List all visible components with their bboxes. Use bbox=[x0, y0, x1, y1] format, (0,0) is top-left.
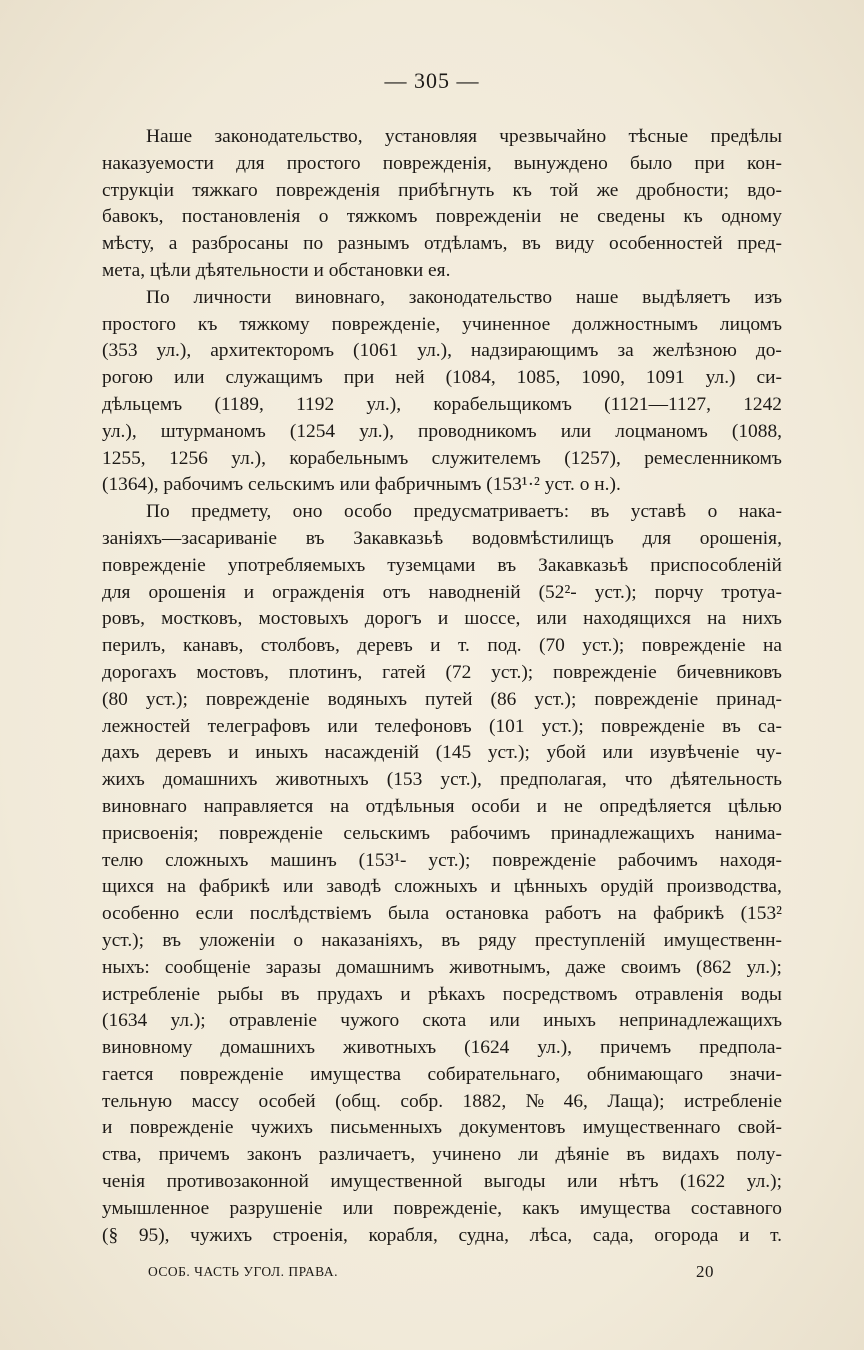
text-line: телю сложныхъ машинъ (153¹- уст.); поврежденіе рабочимъ находя- bbox=[102, 849, 782, 871]
text-line: (353 ул.), архитекторомъ (1061 ул.), надзирающимъ за желѣзною до- bbox=[102, 340, 782, 362]
signature-mark: ОСОБ. ЧАСТЬ УГОЛ. ПРАВА. bbox=[148, 1264, 338, 1279]
text-line: наказуемости для простого поврежденія, вынуждено было при кон- bbox=[102, 152, 782, 174]
text-line: простого къ тяжкому поврежденіе, учиненное должностнымъ лицомъ bbox=[102, 313, 782, 335]
text-line: (80 уст.); поврежденіе водяныхъ путей (86 уст.); поврежденіе принад- bbox=[102, 688, 782, 710]
sheet-number: 20 bbox=[696, 1262, 714, 1281]
text-line: щихся на фабрикѣ или заводѣ сложныхъ и цѣнныхъ орудій производства, bbox=[102, 876, 782, 898]
text-line: струкціи тяжкаго поврежденія прибѣгнуть къ той же дробности; вдо- bbox=[102, 179, 782, 201]
text-line: особенно если послѣдствіемъ была остановка работъ на фабрикѣ (153² bbox=[102, 903, 782, 925]
text-line: присвоенія; поврежденіе сельскимъ рабочимъ принадлежащихъ нанима- bbox=[102, 822, 782, 844]
text-line: ныхъ: сообщеніе заразы домашнимъ животнымъ, даже своимъ (862 ул.); bbox=[102, 956, 782, 978]
body-text bbox=[102, 124, 782, 1249]
text-line: тельную массу особей (общ. собр. 1882, № 46, Лаща); истребленіе bbox=[102, 1090, 782, 1112]
text-line: умышленное разрушеніе или поврежденіе, какъ имущества составного bbox=[102, 1197, 782, 1219]
text-line: (§ 95), чужихъ строенія, корабля, судна, лѣса, сада, огорода и т. bbox=[102, 1224, 782, 1246]
text-line: истребленіе рыбы въ прудахъ и рѣкахъ посредствомъ отравленія воды bbox=[102, 983, 782, 1005]
text-line: 1255, 1256 ул.), корабельнымъ служителемъ (1257), ремесленникомъ bbox=[102, 447, 782, 469]
text-line: рогою или служащимъ при ней (1084, 1085, 1090, 1091 ул.) си- bbox=[102, 367, 782, 389]
text-line: ровъ, мостковъ, мостовыхъ дорогъ и шоссе, или находящихся на нихъ bbox=[102, 608, 782, 630]
text-line: лежностей телеграфовъ или телефоновъ (101 уст.); поврежденіе въ са- bbox=[102, 715, 782, 737]
text-line: мета, цѣли дѣятельности и обстановки ея. bbox=[102, 259, 451, 281]
text-line: дорогахъ мостовъ, плотинъ, гатей (72 уст.); поврежденіе бичевниковъ bbox=[102, 661, 782, 683]
text-line: поврежденіе употребляемыхъ туземцами въ Закавказьѣ приспособленій bbox=[102, 554, 782, 576]
text-line: гается поврежденіе имущества собирательнаго, обнимающаго значи- bbox=[102, 1063, 782, 1085]
text-line: ул.), штурманомъ (1254 ул.), проводникомъ или лоцманомъ (1088, bbox=[102, 420, 782, 442]
text-line: (1364), рабочимъ сельскимъ или фабричнымъ (153¹·² уст. о н.). bbox=[102, 474, 621, 496]
text-line: дахъ деревъ и иныхъ насажденій (145 уст.); убой или изувѣченіе чу- bbox=[102, 742, 782, 764]
text-line: Наше законодательство, установляя чрезвычайно тѣсные предѣлы bbox=[146, 126, 782, 147]
text-line: мѣсту, а разбросаны по разнымъ отдѣламъ, въ виду особенностей пред- bbox=[102, 233, 782, 255]
text-line: виновному домашнихъ животныхъ (1624 ул.), причемъ предпола- bbox=[102, 1037, 782, 1059]
text-line: бавокъ, постановленія о тяжкомъ поврежденіи не сведены къ одному bbox=[102, 206, 782, 228]
text-line: перилъ, канавъ, столбовъ, деревъ и т. под. (70 уст.); поврежденіе на bbox=[102, 635, 782, 657]
text-line: По предмету, оно особо предусматриваетъ: въ уставѣ о нака- bbox=[146, 501, 782, 523]
text-line: для орошенія и огражденія отъ наводненій (52²- уст.); порчу тротуа- bbox=[102, 581, 782, 603]
text-line: ченія противозаконной имущественной выгоды или нѣтъ (1622 ул.); bbox=[102, 1171, 782, 1193]
text-line: уст.); въ уложеніи о наказаніяхъ, въ ряду преступленій имущественн- bbox=[102, 929, 782, 951]
text-line: (1634 ул.); отравленіе чужого скота или иныхъ непринадлежащихъ bbox=[102, 1010, 782, 1032]
text-line: дѣльцемъ (1189, 1192 ул.), корабельщикомъ (1121—1127, 1242 bbox=[102, 393, 782, 415]
text-line: виновнаго направляется на отдѣльныя особи и не опредѣляется цѣлью bbox=[102, 795, 782, 817]
text-line: заніяхъ—засариваніе въ Закавказьѣ водовмѣстилищъ для орошенія, bbox=[102, 527, 782, 549]
text-line: и поврежденіе чужихъ письменныхъ документовъ имущественнаго свой- bbox=[102, 1117, 782, 1139]
text-line: По личности виновнаго, законодательство наше выдѣляетъ изъ bbox=[146, 286, 782, 308]
page-number: — 305 — bbox=[384, 68, 480, 93]
text-line: ства, причемъ законъ различаетъ, учинено ли дѣяніе въ видахъ полу- bbox=[102, 1144, 782, 1166]
text-line: жихъ домашнихъ животныхъ (153 уст.), предполагая, что дѣятельность bbox=[102, 769, 782, 791]
